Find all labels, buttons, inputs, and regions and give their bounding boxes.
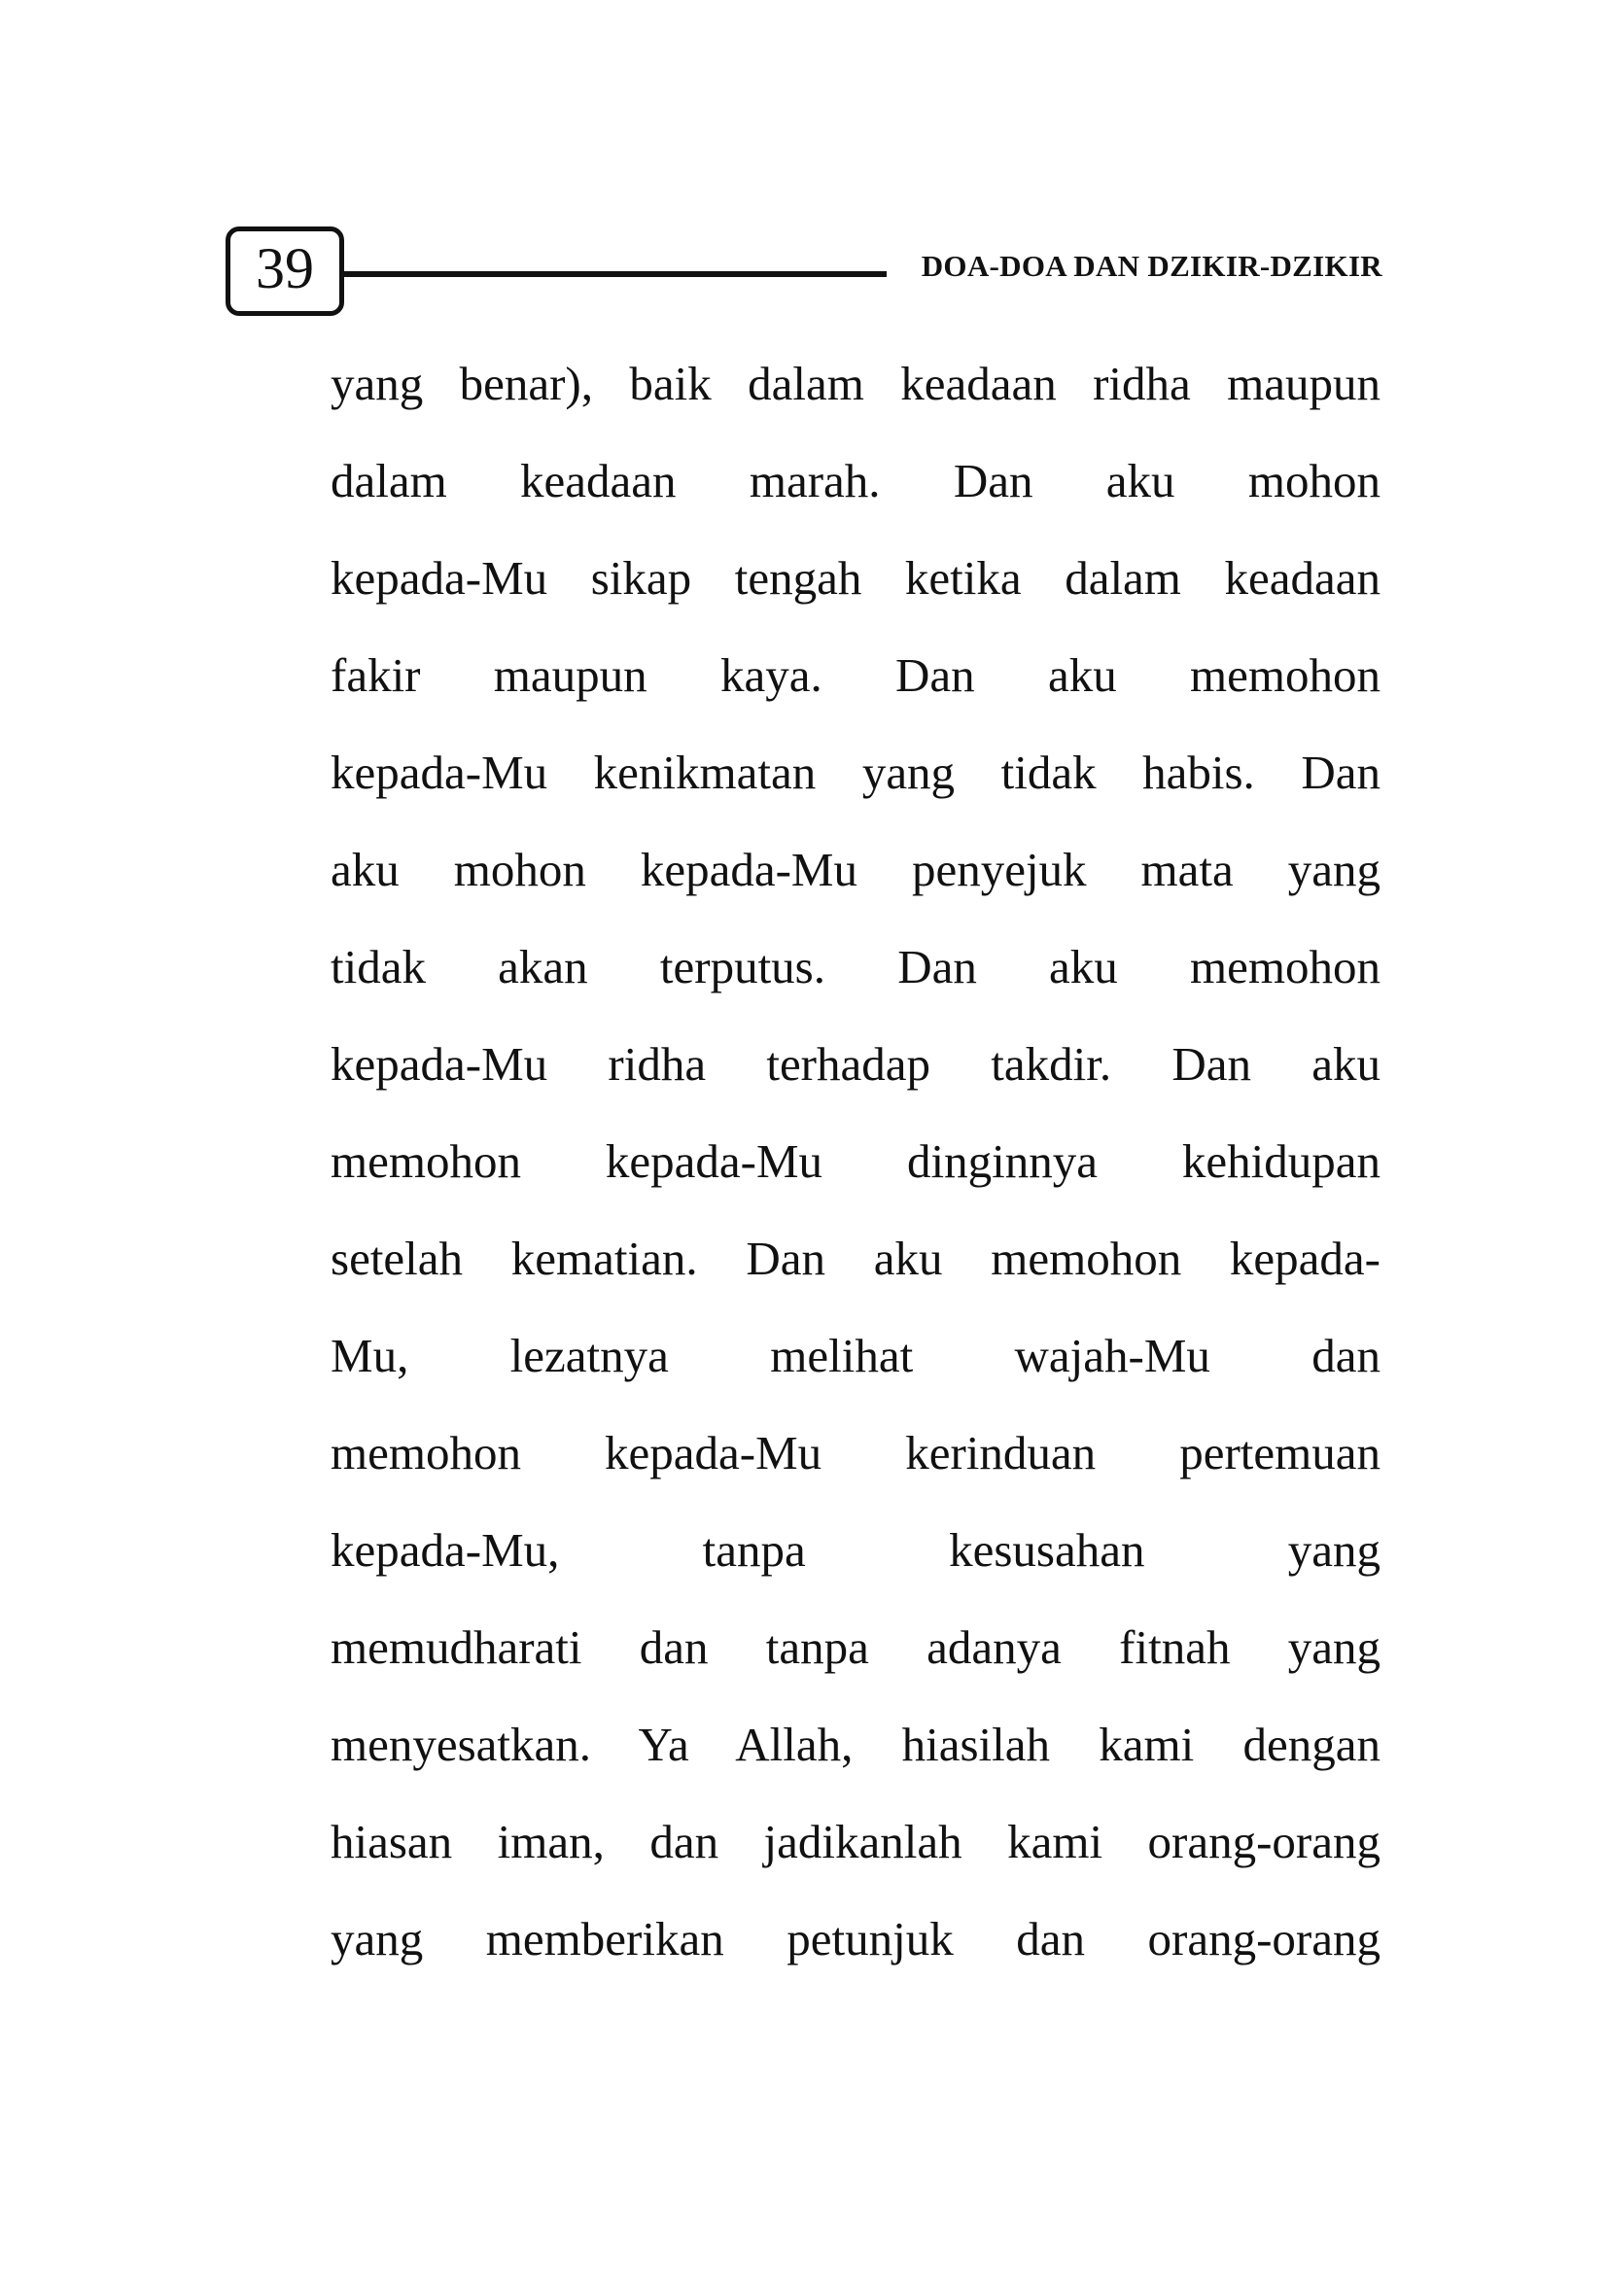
body-line: kepada-Mu kenikmatan yang tidak habis. Dan bbox=[331, 746, 1381, 799]
body-line: hiasan iman, dan jadikanlah kami orang-orang bbox=[331, 1815, 1381, 1868]
body-line: kepada-Mu sikap tengah ketika dalam keadaan bbox=[331, 551, 1381, 605]
page-number: 39 bbox=[256, 236, 314, 300]
body-line: menyesatkan. Ya Allah, hiasilah kami dengan bbox=[331, 1718, 1381, 1771]
body-line: setelah kematian. Dan aku memohon kepada- bbox=[331, 1232, 1381, 1285]
body-text bbox=[331, 335, 1381, 1988]
body-line: kepada-Mu, tanpa kesusahan yang bbox=[331, 1523, 1381, 1577]
body-line: dalam keadaan marah. Dan aku mohon bbox=[331, 454, 1381, 507]
body-line: tidak akan terputus. Dan aku memohon bbox=[331, 940, 1381, 993]
body-line: Mu, lezatnya melihat wajah-Mu dan bbox=[331, 1329, 1381, 1382]
header-rule bbox=[344, 271, 887, 277]
body-line: yang benar), baik dalam keadaan ridha maupun bbox=[331, 357, 1381, 410]
body-line: aku mohon kepada-Mu penyejuk mata yang bbox=[331, 843, 1381, 896]
running-head: DOA-DOA DAN DZIKIR-DZIKIR bbox=[921, 249, 1382, 283]
page-number-box bbox=[226, 226, 344, 316]
body-line: memohon kepada-Mu kerinduan pertemuan bbox=[331, 1426, 1381, 1479]
body-line: memudharati dan tanpa adanya fitnah yang bbox=[331, 1620, 1381, 1674]
body-line: kepada-Mu ridha terhadap takdir. Dan aku bbox=[331, 1037, 1381, 1091]
body-line: fakir maupun kaya. Dan aku memohon bbox=[331, 648, 1381, 702]
body-line: yang memberikan petunjuk dan orang-orang bbox=[331, 1912, 1381, 1966]
body-line: memohon kepada-Mu dinginnya kehidupan bbox=[331, 1134, 1381, 1188]
